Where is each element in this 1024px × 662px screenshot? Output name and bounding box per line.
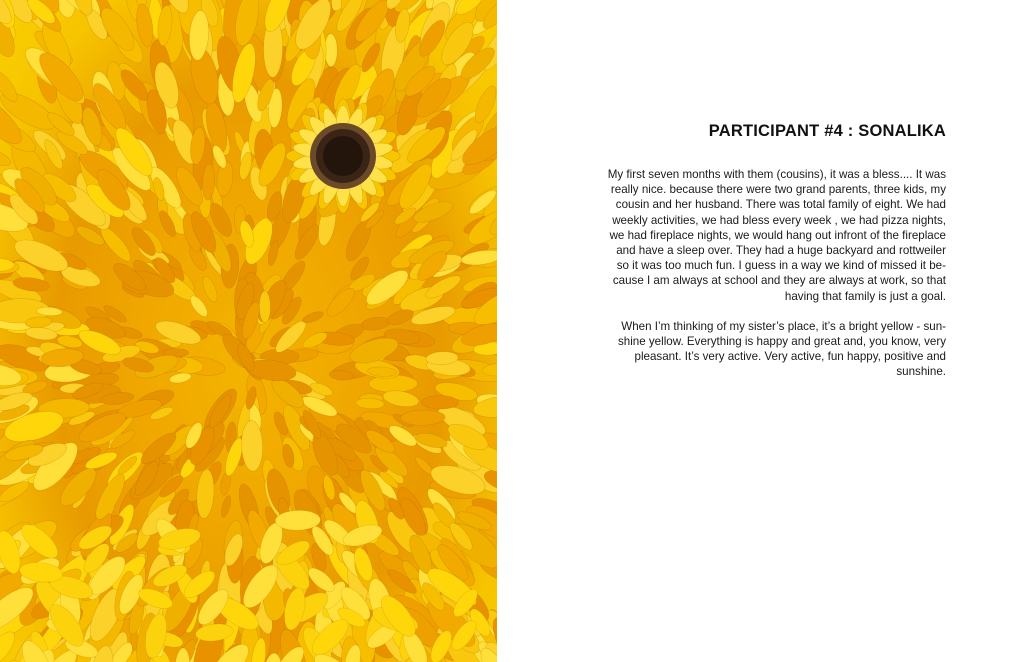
paper-leaves-art: [0, 0, 497, 662]
paper-leaf: [0, 146, 13, 170]
paragraph-1: My first seven months with them (cousins), it was a bless.... It was really nice. because there were two grand parents, three kids, my cousin and her husband. There was total family of eight. We had weekly activities, we had bless every week , we had pizza nights, we had fireplace nights, we would hang out infront of the fireplace and have a sleep over. They had a huge backyard and rottweiler so it was too much fun. I guess in a way we kind of missed it be- cause I am always at school and they are always at work, so that having that family is just a goal.: [607, 168, 946, 303]
paper-leaf: [187, 293, 210, 319]
paper-leaf: [301, 309, 325, 324]
sunflower-icon: [286, 99, 400, 213]
paper-leaf: [400, 410, 445, 426]
paper-leaf: [259, 291, 270, 323]
paper-leaf: [220, 495, 233, 519]
paragraph-2: When I’m thinking of my sister’s place, it’s a bright yellow - sun- shine yellow. Everything is happy and great and, you know, very pleasant. It’s very active. Very active, fun happy, positive and sunshine.: [617, 319, 946, 379]
participant-title: PARTICIPANT #4 : SONALIKA: [708, 122, 946, 140]
paper-leaf: [195, 469, 215, 519]
text-column: [560, 122, 946, 395]
yellow-paper-leaves-photo: [0, 0, 497, 662]
paper-leaf: [169, 371, 192, 384]
paper-leaf: [200, 275, 220, 304]
paper-leaf: [421, 396, 458, 410]
paper-leaf: [360, 315, 391, 332]
